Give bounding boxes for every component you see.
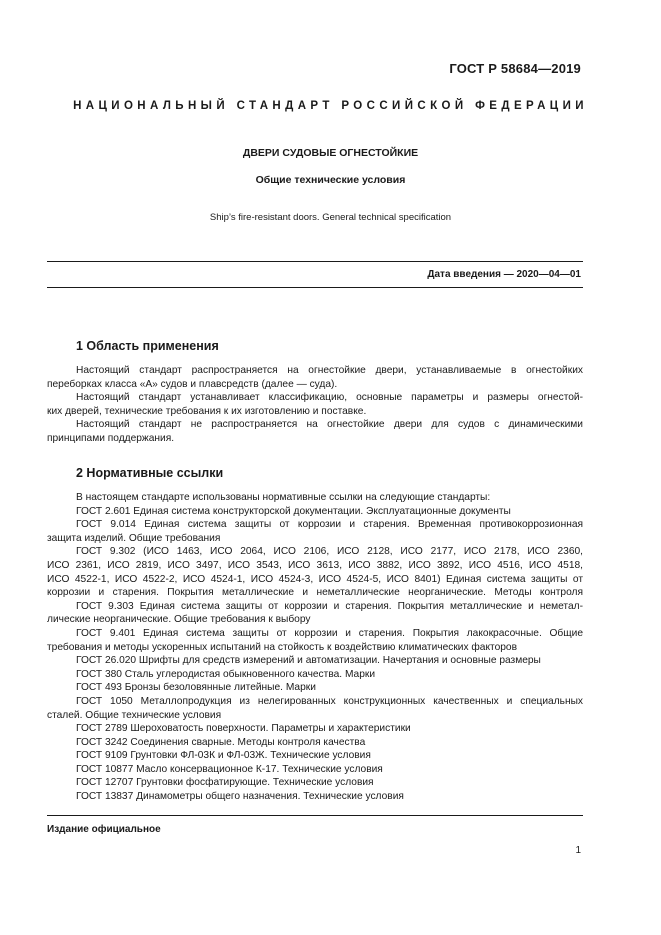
section-heading-references: 2 Нормативные ссылки — [76, 466, 224, 480]
reference-entry-cont: сталей. Общие технические условия — [47, 709, 222, 721]
text-line: принципами поддержания. — [47, 432, 175, 444]
reference-entry-cont: ИСО 4522-1, ИСО 4522-2, ИСО 4524-1, ИСО 4524-3, ИСО 4524-5, ИСО 8401) Единая система защиты от — [47, 573, 583, 585]
footer-divider — [47, 815, 583, 816]
text-line: Настоящий стандарт распространяется на огнестойкие двери, устанавливаемые в огнестойких — [76, 365, 583, 376]
reference-entry: ГОСТ 9.401 Единая система защиты от коррозии и старения. Покрытия лакокрасочные. Общие — [76, 627, 583, 639]
reference-entry: ГОСТ 2789 Шероховатость поверхности. Параметры и характеристики — [76, 723, 411, 735]
reference-entry-cont: требования и методы ускоренных испытаний на стойкость к воздействию климатических факторов — [47, 641, 517, 653]
reference-entry: ГОСТ 1050 Металлопродукция из нелегированных конструкционных качественных и специальных — [76, 695, 583, 707]
national-standard-banner: НАЦИОНАЛЬНЫЙ СТАНДАРТ РОССИЙСКОЙ ФЕДЕРАЦИИ — [73, 100, 588, 112]
reference-entry: ГОСТ 10877 Масло консервационное К-17. Технические условия — [76, 763, 383, 775]
text-line: Настоящий стандарт устанавливает классификацию, основные параметры и размеры огнестой- — [76, 392, 583, 404]
reference-entry: ГОСТ 12707 Грунтовки фосфатирующие. Технические условия — [76, 777, 374, 789]
document-number: ГОСТ Р 58684—2019 — [449, 61, 581, 76]
page-number: 1 — [575, 845, 581, 856]
reference-entry: ГОСТ 13837 Динамометры общего назначения. Технические условия — [76, 791, 404, 803]
introduction-date: Дата введения — 2020—04—01 — [427, 269, 581, 280]
section-references-text — [47, 491, 583, 804]
text-line: В настоящем стандарте использованы нормативные ссылки на следующие стандарты: — [76, 492, 491, 503]
english-title: Ship’s fire-resistant doors. General technical specification — [209, 212, 452, 223]
date-divider — [47, 287, 583, 288]
reference-entry: ГОСТ 9.014 Единая система защиты от коррозии и старения. Временная противокоррозионная — [76, 519, 583, 531]
section-scope-text — [47, 364, 583, 446]
reference-entry: ГОСТ 3242 Соединения сварные. Методы контроля качества — [76, 736, 366, 748]
text-line: ких дверей, технические требования к их изготовлению и поставке. — [47, 405, 367, 417]
reference-entry-cont: ИСО 2361, ИСО 2819, ИСО 3497, ИСО 3543, ИСО 3613, ИСО 3882, ИСО 3892, ИСО 4516, ИСО 4518, — [47, 559, 583, 571]
reference-entry-cont: коррозии и старения. Покрытия металлические и неметаллические неорганические. Методы контроля — [47, 587, 583, 599]
official-edition-label: Издание официальное — [47, 824, 161, 835]
section-heading-scope: 1 Область применения — [76, 339, 219, 353]
text-line: Настоящий стандарт не распространяется на огнестойкие двери для судов с динамическими — [76, 419, 583, 431]
reference-entry: ГОСТ 26.020 Шрифты для средств измерений и автоматизации. Начертания и основные размеры — [76, 655, 541, 667]
title-divider — [47, 261, 583, 262]
reference-entry: ГОСТ 9.302 (ИСО 1463, ИСО 2064, ИСО 2106, ИСО 2128, ИСО 2177, ИСО 2178, ИСО 2360, — [76, 546, 583, 558]
reference-entry: ГОСТ 9.303 Единая система защиты от коррозии и старения. Покрытия металлические и неметал- — [76, 600, 583, 612]
reference-entry: ГОСТ 493 Бронзы безоловянные литейные. Марки — [76, 682, 316, 694]
reference-entry: ГОСТ 9109 Грунтовки ФЛ-03К и ФЛ-03Ж. Технические условия — [76, 750, 371, 762]
text-line: переборках класса «А» судов и плавсредств (далее — суда). — [47, 378, 338, 390]
document-subtitle: Общие технические условия — [255, 174, 406, 186]
reference-entry-cont: лические неорганические. Общие требования к выбору — [47, 614, 311, 626]
document-title: ДВЕРИ СУДОВЫЕ ОГНЕСТОЙКИЕ — [242, 147, 419, 159]
reference-entry-cont: защита изделий. Общие требования — [47, 532, 221, 544]
reference-entry: ГОСТ 2.601 Единая система конструкторской документации. Эксплуатационные документы — [76, 505, 511, 517]
reference-entry: ГОСТ 380 Сталь углеродистая обыкновенного качества. Марки — [76, 668, 376, 680]
